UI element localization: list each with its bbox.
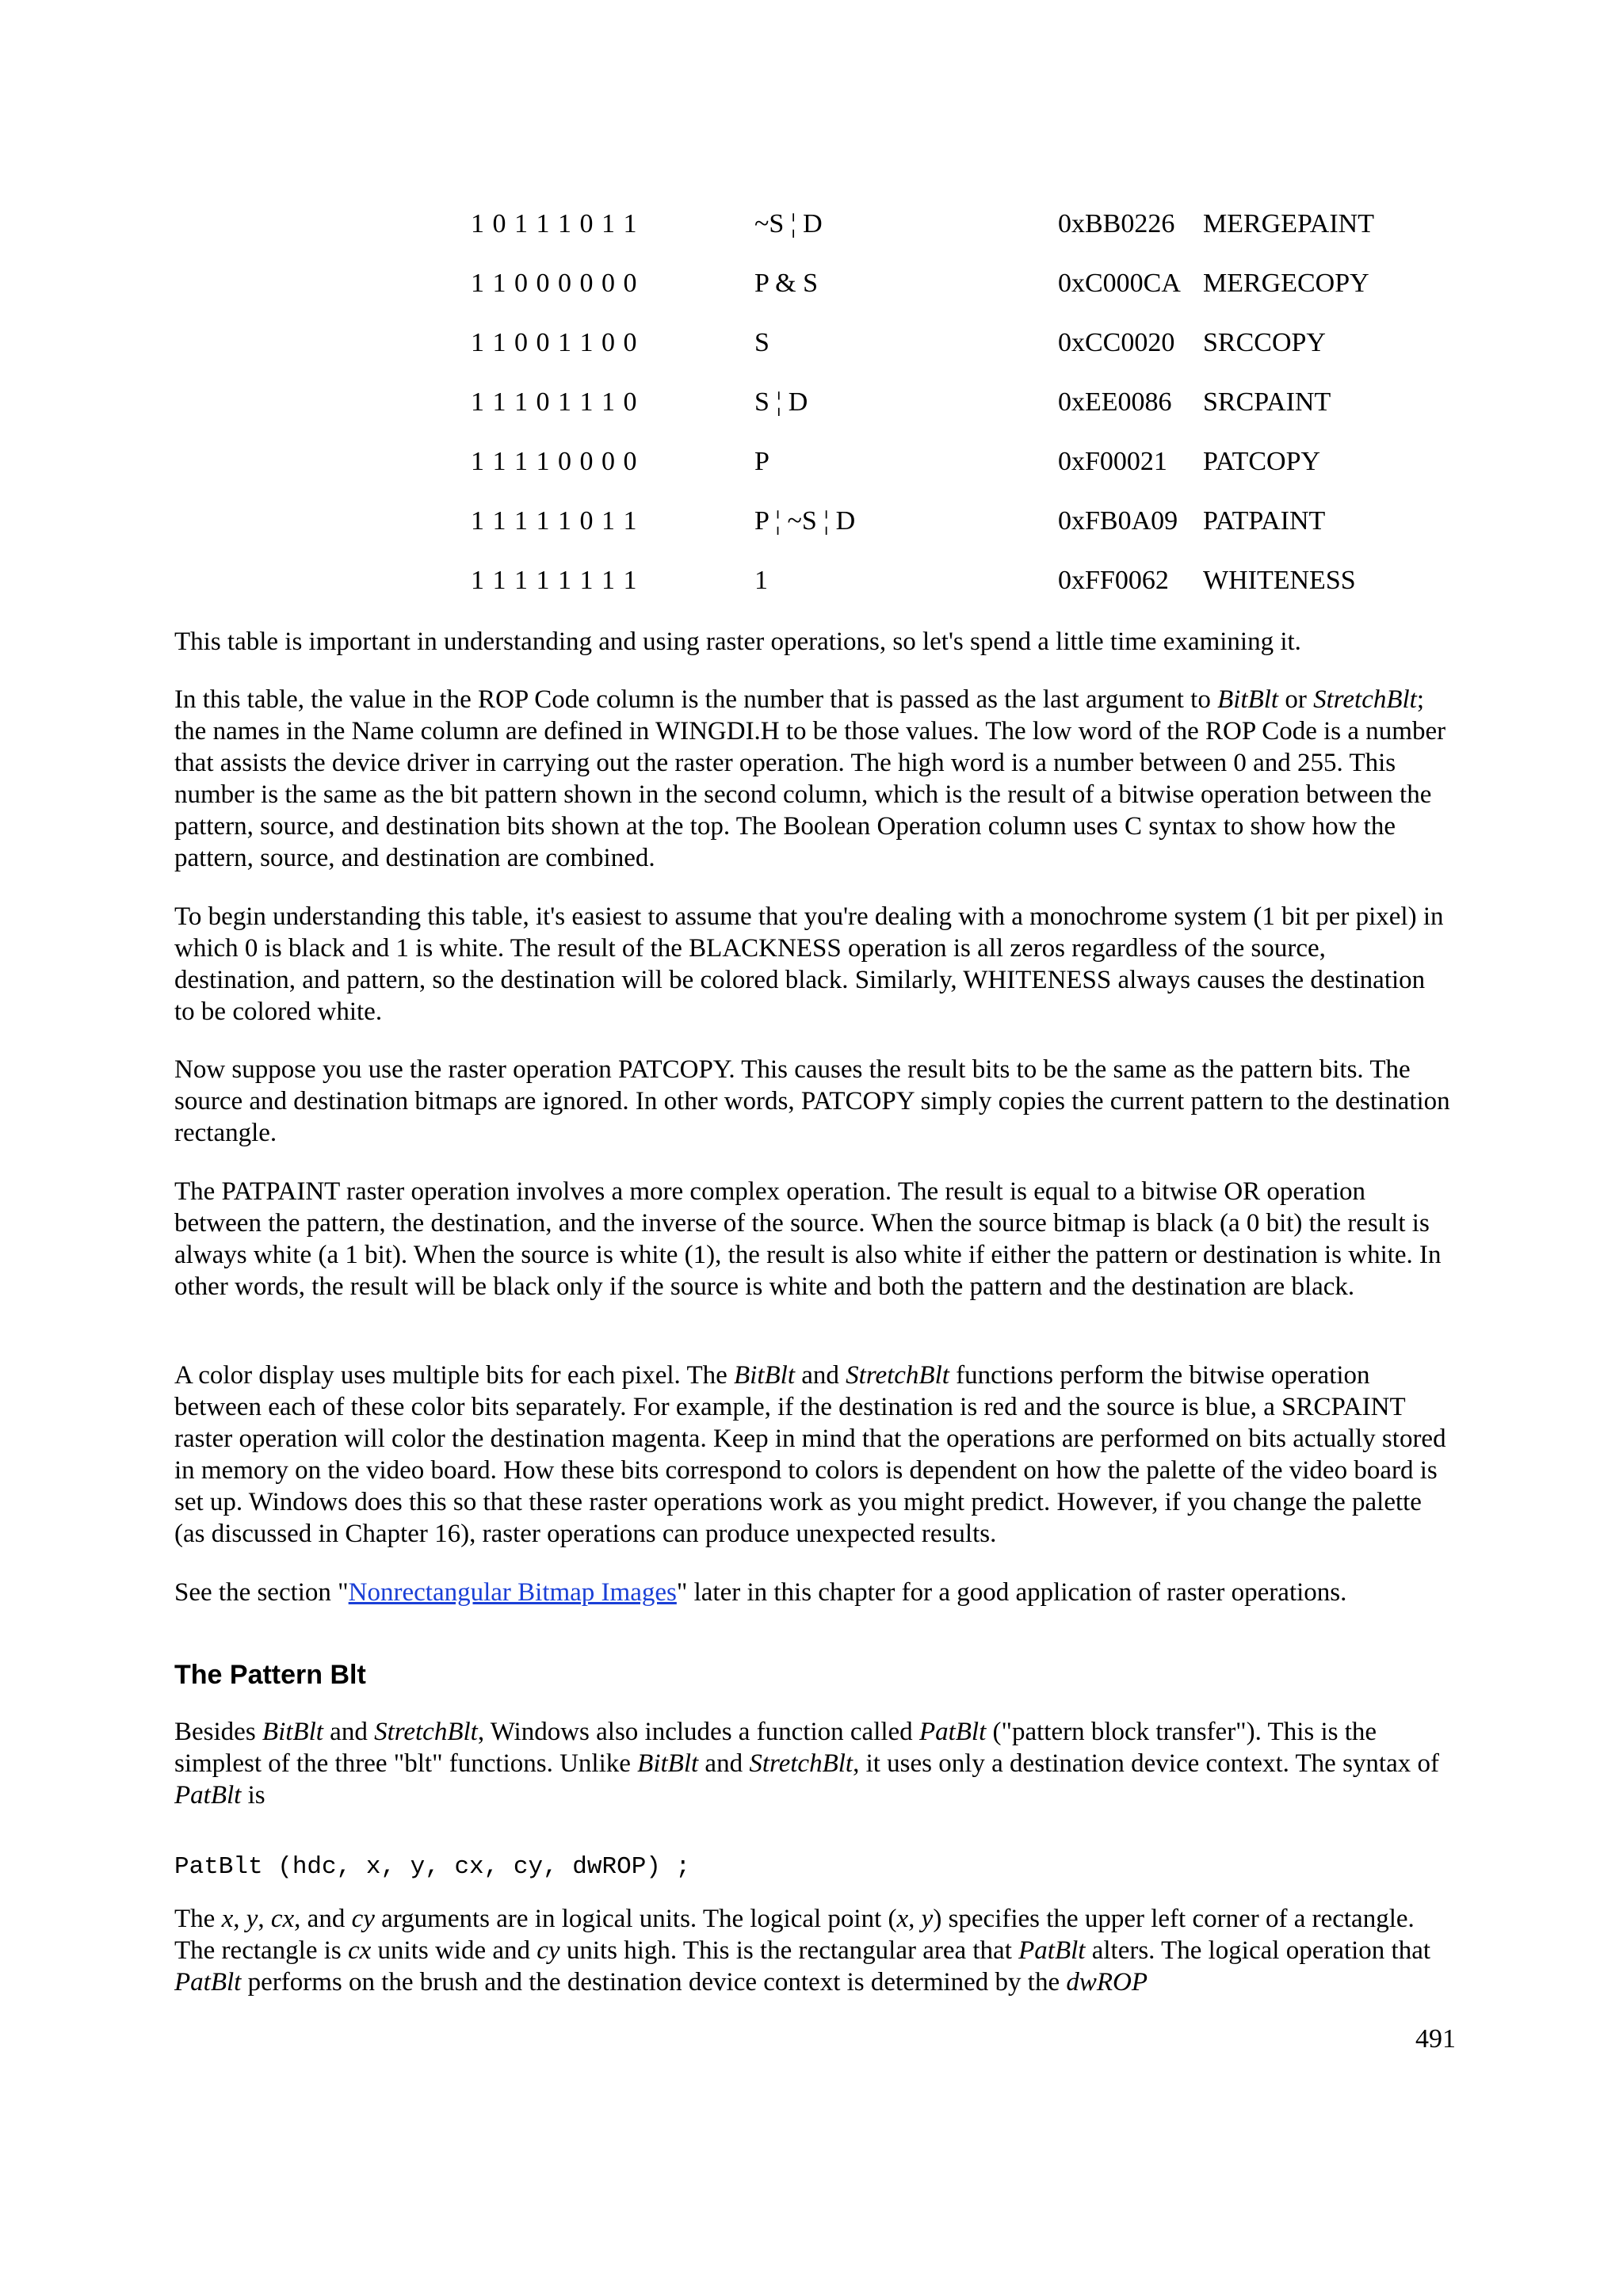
paragraph-patpaint [174,1176,1452,1302]
argument-name: cy [351,1905,375,1933]
function-name: PatBlt [1018,1936,1086,1965]
rop-code-cell: 0xC000CA [1058,269,1181,298]
paragraph-text [174,1716,1452,1811]
rop-name-cell: PATPAINT [1203,506,1326,536]
boolean-operation-cell: P & S [754,269,819,298]
result-bits-cell: 1 1 1 1 0 0 0 0 [471,447,638,476]
argument-name: cy [537,1936,560,1965]
function-name: StretchBlt [374,1718,478,1746]
boolean-operation-cell: ~S ¦ D [754,209,823,238]
result-bits-cell: 1 1 1 0 1 1 1 0 [471,387,638,417]
text-run: , [258,1905,271,1933]
argument-name: y [246,1905,258,1933]
rop-code-cell: 0xBB0226 [1058,209,1175,238]
function-name: StretchBlt [1313,685,1417,714]
text-run: , and [294,1905,352,1933]
result-bits-cell: 1 1 1 1 1 1 1 1 [471,566,638,595]
function-name: StretchBlt [749,1749,854,1778]
function-name: BitBlt [637,1749,699,1778]
paragraph-patblt-args [174,1903,1452,1998]
text-run: , [908,1905,922,1933]
text-run: arguments are in logical units. The logical point ( [374,1905,897,1933]
paragraph-color-display [174,1360,1452,1550]
rop-code-cell: 0xFB0A09 [1058,506,1178,536]
result-bits-cell: 1 0 1 1 1 0 1 1 [471,209,638,238]
paragraph-text [174,684,1452,874]
boolean-operation-cell: S [754,328,769,357]
text-run: Besides [174,1718,262,1746]
boolean-operation-cell: P ¦ ~S ¦ D [754,506,856,536]
text-run: units high. This is the rectangular area that [559,1936,1019,1965]
table-row [0,204,1623,244]
text-run: and [795,1361,846,1390]
argument-name: x [896,1905,909,1933]
text-run: , Windows also includes a function called [477,1718,919,1746]
paragraph-see-section [174,1577,1452,1608]
rop-name-cell: SRCCOPY [1203,328,1326,357]
function-name: StretchBlt [846,1361,949,1390]
rop-code-cell: 0xFF0062 [1058,566,1169,595]
paragraph-text [174,1577,1452,1608]
paragraph-text [174,1360,1452,1550]
text-run: The [174,1905,222,1933]
function-name: PatBlt [174,1968,242,1997]
text-run: ; the names in the Name column are defined in WINGDI.H to be those values. The low word of the ROP Code is a number that assists the device driver in carrying out the raster operation. The high word is a number between 0 and 255. This number is the same as the bit pattern shown in the second column, which is the result of a bitwise operation between the pattern, source, and destination bits shown at the top. The Boolean Operation column uses C syntax to show how the pattern, source, and destination are combined. [174,685,1446,872]
text-run: ) specifies the upper left corner of a rectangle. The rectangle is [174,1905,1415,1965]
rop-name-cell: MERGEPAINT [1203,209,1374,238]
text-run: " later in this chapter for a good application of raster operations. [676,1578,1347,1607]
function-name: BitBlt [734,1361,796,1390]
rop-code-cell: 0xCC0020 [1058,328,1175,357]
text-run: performs on the brush and the destination device context is determined by the [241,1968,1067,1997]
rop-name-cell: SRCPAINT [1203,387,1331,417]
text-run: , it uses only a destination device context. The syntax of [853,1749,1439,1778]
text-run: or [1278,685,1314,714]
argument-name: cx [347,1936,372,1965]
function-name: PatBlt [918,1718,987,1746]
table-row [0,442,1623,482]
rop-name-cell: MERGECOPY [1203,269,1369,298]
paragraph-patcopy [174,1054,1452,1149]
function-name: PatBlt [174,1781,242,1810]
table-row [0,323,1623,363]
text-run: and [323,1718,375,1746]
paragraph-monochrome [174,901,1452,1028]
boolean-operation-cell: S ¦ D [754,387,808,417]
page-number: 491 [1415,2024,1456,2054]
text-run: , [233,1905,246,1933]
argument-name: y [921,1905,934,1933]
table-row [0,264,1623,303]
paragraph-text: This table is important in understanding and using raster operations, so let's spend a little time examining it. [174,627,1301,656]
table-row [0,383,1623,422]
paragraph-patblt-intro [174,1716,1452,1811]
paragraph-text: Now suppose you use the raster operation PATCOPY. This causes the result bits to be the same as the pattern bits. The source and destination bitmaps are ignored. In other words, PATCOPY simply copies the current pattern to the destination rectangle. [174,1055,1450,1147]
function-name: BitBlt [1217,685,1279,714]
result-bits-cell: 1 1 0 0 1 1 0 0 [471,328,638,357]
text-run: ("pattern block transfer"). This is the simplest of the three "blt" functions. Unlike [174,1718,1377,1778]
paragraph-intro [174,626,1452,658]
text-run: See the section " [174,1578,349,1607]
boolean-operation-cell: 1 [754,566,768,595]
code-sample: PatBlt (hdc, x, y, cx, cy, dwROP) ; [174,1853,691,1881]
argument-name: x [221,1905,234,1933]
section-heading: The Pattern Blt [174,1660,366,1690]
rop-name-cell: WHITENESS [1203,566,1356,595]
rop-code-cell: 0xF00021 [1058,447,1167,476]
paragraph-text: To begin understanding this table, it's easiest to assume that you're dealing with a monochrome system (1 bit per pixel) in which 0 is black and 1 is white. The result of the BLACKNESS operation is all zeros regardless of the source, destination, and pattern, so the destination will be colored black. Similarly, WHITENESS always causes the destination to be colored white. [174,902,1444,1026]
text-run: is [241,1781,265,1810]
table-row [0,561,1623,601]
text-run: In this table, the value in the ROP Code column is the number that is passed as the last argument to [174,685,1218,714]
text-run: A color display uses multiple bits for each pixel. The [174,1361,735,1390]
paragraph-rop-code [174,684,1452,874]
rop-code-cell: 0xEE0086 [1058,387,1172,417]
text-run: functions perform the bitwise operation between each of these color bits separately. For example, if the destination is red and the source is blue, a SRCPAINT raster operation will color the destination magenta. Keep in mind that the operations are performed on bits actually stored in memory on the video board. How these bits correspond to colors is dependent on how the palette of the video board is set up. Windows does this so that these raster operations work as you might predict. However, if you change the palette (as discussed in Chapter 16), raster operations can produce unexpected results. [174,1361,1446,1548]
boolean-operation-cell: P [754,447,769,476]
paragraph-text [174,1903,1452,1998]
argument-name: dwROP [1066,1968,1148,1997]
text-run: and [698,1749,750,1778]
paragraph-text: The PATPAINT raster operation involves a more complex operation. The result is equal to a bitwise OR operation between the pattern, the destination, and the inverse of the source. When the source bitmap is black (a 0 bit) the result is always white (a 1 bit). When the source is white (1), the result is also white if either the pattern or destination is white. In other words, the result will be black only if the source is white and both the pattern and the destination are black. [174,1177,1442,1301]
result-bits-cell: 1 1 0 0 0 0 0 0 [471,269,638,298]
text-run: units wide and [371,1936,537,1965]
argument-name: cx [270,1905,295,1933]
rop-name-cell: PATCOPY [1203,447,1321,476]
function-name: BitBlt [262,1718,323,1746]
table-row [0,502,1623,541]
text-run: alters. The logical operation that [1085,1936,1431,1965]
result-bits-cell: 1 1 1 1 1 0 1 1 [471,506,638,536]
nonrectangular-bitmap-images-link[interactable]: Nonrectangular Bitmap Images [348,1578,677,1607]
